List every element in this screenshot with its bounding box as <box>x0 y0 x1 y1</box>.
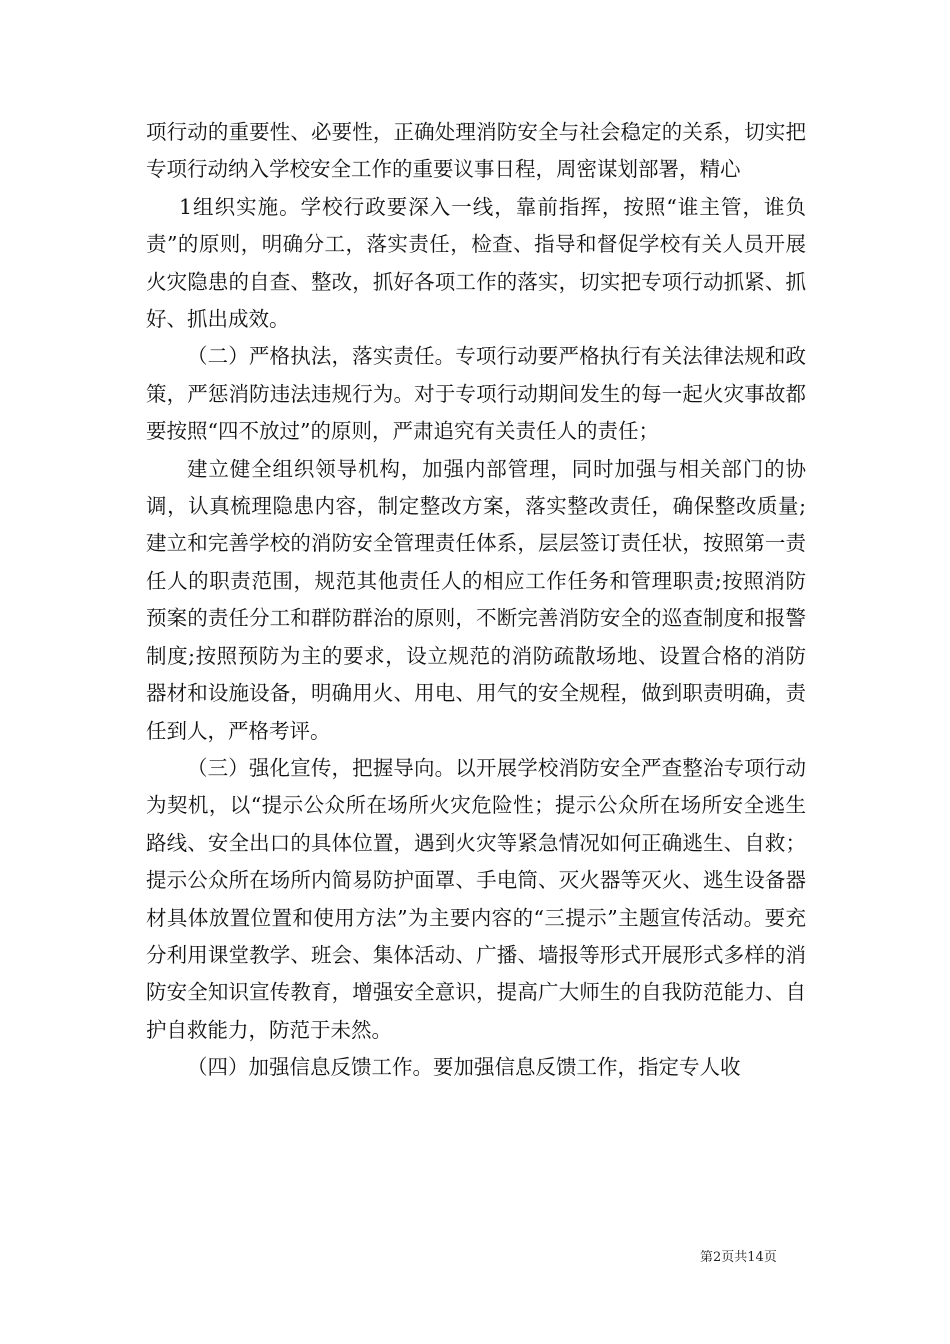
paragraph-section-3: （三）强化宣传，把握导向。以开展学校消防安全严查整治专项行动为契机，以“提示公众所在场所火灾危险性；提示公众所在场所安全逃生路线、安全出口的具体位置，遇到火灾等紧急情况如何正确逃生、自救；提示公众所在场所内简易防护面罩、手电筒、灭火器等灭火、逃生设备器材具体放置位置和使用方法”为主要内容的“三提示”主题宣传活动。要充分利用课堂教学、班会、集体活动、广播、墙报等形式开展形式多样的消防安全知识宣传教育，增强安全意识，提高广大师生的自我防范能力、自护自救能力，防范于未然。 <box>146 755 806 1042</box>
paragraph-section-2: （二）严格执法，落实责任。专项行动要严格执行有关法律法规和政策，严惩消防违法违规行为。对于专项行动期间发生的每一起火灾事故都要按照“四不放过”的原则，严肃追究有关责任人的责任； <box>146 344 806 444</box>
paragraph-organization: 建立健全组织领导机构，加强内部管理，同时加强与相关部门的协调，认真梳理隐患内容，制定整改方案，落实整改责任，确保整改质量;建立和完善学校的消防安全管理责任体系，层层签订责任状，按照第一责任人的职责范围，规范其他责任人的相应工作任务和管理职责;按照消防预案的责任分工和群防群治的原则，不断完善消防安全的巡查制度和报警制度;按照预防为主的要求，设立规范的消防疏散场地、设置合格的消防器材和设施设备，明确用火、用电、用气的安全规程，做到职责明确，责任到人，严格考评。 <box>146 456 806 743</box>
paragraph-implementation: 1组织实施。学校行政要深入一线，靠前指挥，按照“谁主管，谁负责”的原则，明确分工，落实责任，检查、指导和督促学校有关人员开展火灾隐患的自查、整改，抓好各项工作的落实，切实把专项行动抓紧、抓好、抓出成效。 <box>146 194 806 332</box>
paragraph-continuation: 项行动的重要性、必要性，正确处理消防安全与社会稳定的关系，切实把专项行动纳入学校安全工作的重要议事日程，周密谋划部署，精心 <box>146 120 806 182</box>
document-body <box>146 114 806 1087</box>
page-number-footer: 第2页共14页 <box>700 1250 777 1265</box>
paragraph-section-4: （四）加强信息反馈工作。要加强信息反馈工作，指定专人收 <box>187 1055 741 1080</box>
